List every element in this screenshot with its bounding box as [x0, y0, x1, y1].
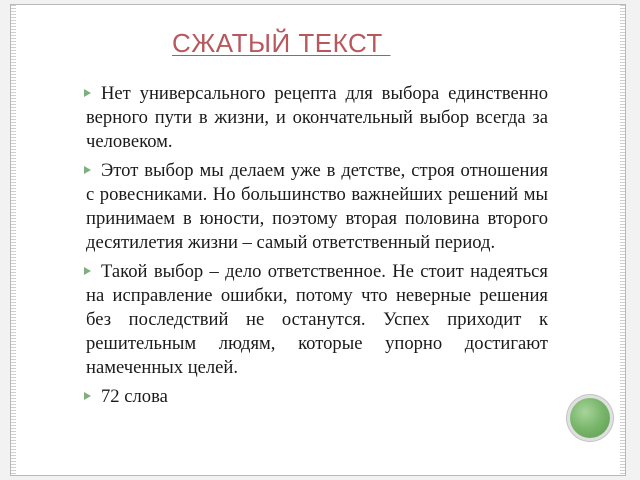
bullet-arrow-icon: [84, 89, 91, 97]
bullet-arrow-icon: [84, 267, 91, 275]
bullet-item: [86, 159, 548, 255]
bullet-item: [86, 385, 548, 409]
decorative-circle-icon: [570, 398, 610, 438]
slide-title: СЖАТЫЙ ТЕКСТ: [172, 28, 391, 58]
bullet-text: Нет универсального рецепта для выбора единственно верного пути в жизни, и окончательный выбор всегда за человеком.: [86, 83, 548, 152]
bullet-item: [86, 260, 548, 380]
bullet-item: [86, 82, 548, 154]
word-count: 72 слова: [101, 386, 168, 407]
bullet-text: Этот выбор мы делаем уже в детстве, строя отношения с ровесниками. Но большинство важнейших решений мы принимаем в юности, поэтому вторая половина второго десятилетия жизни – самый ответственный период.: [86, 160, 548, 253]
bullet-list: [86, 82, 548, 414]
bullet-arrow-icon: [84, 392, 91, 400]
bullet-text: Такой выбор – дело ответственное. Не стоит надеяться на исправление ошибки, потому что неверные решения без последствий не останутся. Успех приходит к решительным людям, которые упорно достигают намеченных целей.: [86, 261, 548, 378]
bullet-arrow-icon: [84, 166, 91, 174]
frame-stripes-left: [11, 5, 16, 475]
frame-stripes-right: [620, 5, 625, 475]
